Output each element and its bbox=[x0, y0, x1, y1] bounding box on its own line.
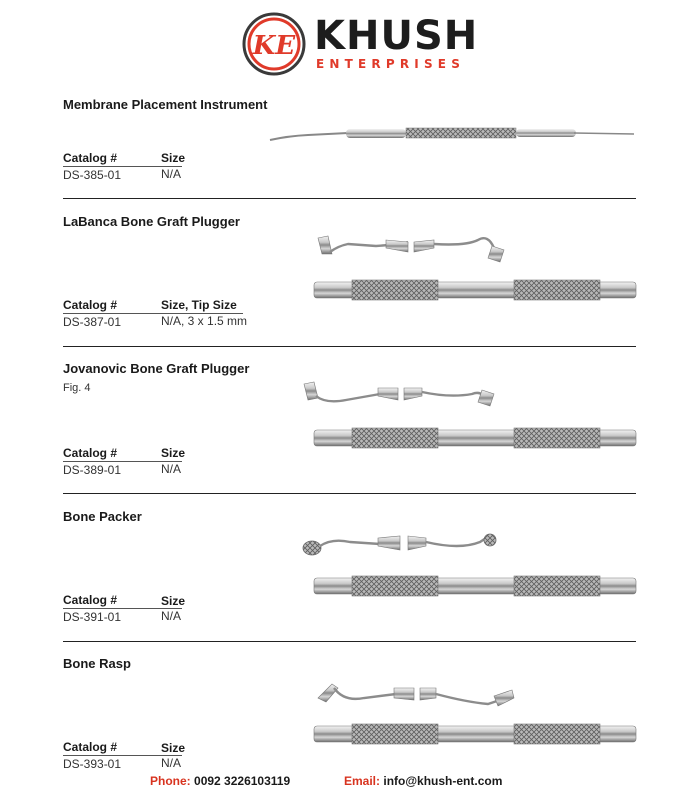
catalog-header: Catalog # bbox=[63, 298, 118, 312]
contact-footer bbox=[0, 774, 689, 794]
product-title: Membrane Placement Instrument bbox=[63, 97, 268, 112]
product-title: Jovanovic Bone Graft Plugger bbox=[63, 361, 250, 376]
brand-name: KHUSH bbox=[314, 13, 479, 59]
product-title: LaBanca Bone Graft Plugger bbox=[63, 214, 240, 229]
figure-label: Fig. 4 bbox=[63, 382, 91, 394]
brand-tagline: ENTERPRISES bbox=[316, 57, 466, 71]
section-divider bbox=[63, 198, 636, 199]
bone-packer-handle-image bbox=[314, 574, 636, 598]
catalog-value: DS-385-01 bbox=[63, 168, 122, 182]
jovanovic-handle-image bbox=[314, 426, 636, 450]
catalog-value: DS-387-01 bbox=[63, 315, 122, 329]
catalog-header: Catalog # bbox=[63, 446, 118, 460]
bone-packer-tips-image bbox=[300, 528, 500, 558]
header bbox=[0, 0, 689, 90]
size-header: Size bbox=[161, 151, 186, 165]
catalog-value: DS-393-01 bbox=[63, 757, 122, 771]
svg-text:KE: KE bbox=[252, 31, 296, 61]
size-header: Size, Tip Size bbox=[161, 298, 237, 312]
size-value: N/A bbox=[161, 756, 182, 770]
catalog-header: Catalog # bbox=[63, 151, 118, 165]
bone-rasp-tips-image bbox=[316, 680, 516, 712]
email-label: Email: bbox=[344, 774, 381, 788]
size-header: Size bbox=[161, 741, 186, 755]
labanca-tips-image bbox=[316, 232, 506, 264]
bone-rasp-handle-image bbox=[314, 722, 636, 746]
section-divider bbox=[63, 641, 636, 642]
catalog-value: DS-389-01 bbox=[63, 463, 122, 477]
size-header: Size bbox=[161, 446, 186, 460]
jovanovic-tips-image bbox=[300, 378, 500, 410]
size-value: N/A bbox=[161, 462, 182, 476]
section-divider bbox=[63, 493, 636, 494]
size-value: N/A bbox=[161, 609, 182, 623]
section-divider bbox=[63, 346, 636, 347]
labanca-handle-image bbox=[314, 278, 636, 302]
size-value: N/A bbox=[161, 167, 182, 181]
catalog-header: Catalog # bbox=[63, 740, 118, 754]
ke-logo-icon bbox=[242, 12, 306, 76]
catalog-header: Catalog # bbox=[63, 593, 118, 607]
size-header: Size bbox=[161, 594, 186, 608]
membrane-instrument-image bbox=[268, 124, 638, 146]
email-contact[interactable] bbox=[344, 774, 502, 788]
email-address[interactable]: info@khush-ent.com bbox=[383, 774, 503, 788]
product-title: Bone Packer bbox=[63, 509, 142, 524]
size-value: N/A, 3 x 1.5 mm bbox=[161, 314, 248, 328]
catalog-value: DS-391-01 bbox=[63, 610, 122, 624]
phone-number[interactable]: 0092 3226103119 bbox=[194, 774, 291, 788]
product-title: Bone Rasp bbox=[63, 656, 131, 671]
phone-contact[interactable] bbox=[150, 774, 290, 788]
phone-label: Phone: bbox=[150, 774, 191, 788]
